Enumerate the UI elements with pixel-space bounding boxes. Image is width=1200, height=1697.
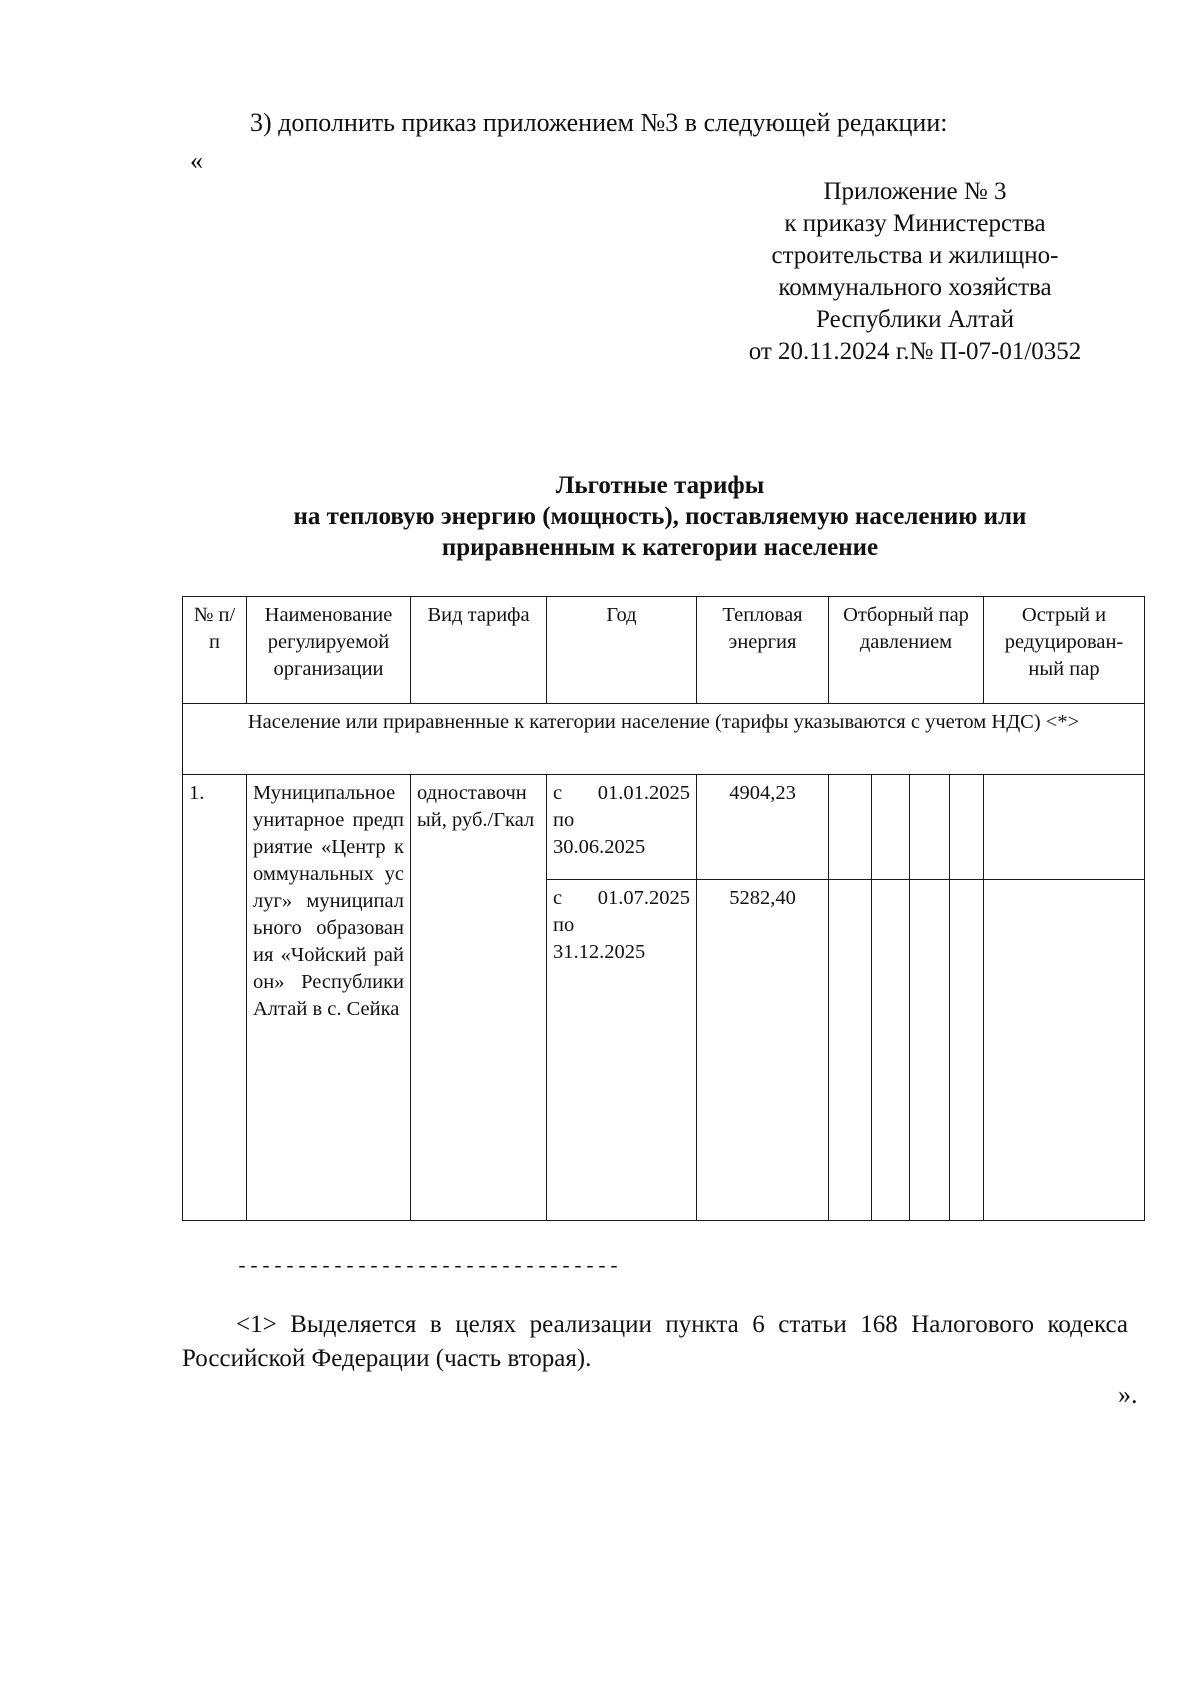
row-heat-value: 5282,40	[697, 880, 829, 1221]
steam-cell	[950, 775, 984, 880]
steam-cell	[872, 775, 910, 880]
row-org: Муниципальное унитарное предприятие «Центр коммунальных услуг» муниципального образования «Чойский район» Республики Алтай в с. Сейка	[247, 775, 411, 1221]
appendix-block	[700, 176, 1130, 368]
period-from: 01.01.2025	[597, 782, 690, 804]
category-cell: Население или приравненные к категории население (тарифы указываются с учетом НДС) <*>	[183, 704, 1145, 775]
steam-cell	[829, 880, 872, 1221]
header-sharp: Острый и редуцирован-ный пар	[984, 597, 1145, 704]
sharp-cell	[984, 880, 1145, 1221]
header-tariff-type: Вид тарифа	[411, 597, 547, 704]
header-steam: Отборный пар давлением	[829, 597, 984, 704]
period-to-prefix: по	[553, 809, 575, 831]
title-line: на тепловую энергию (мощность), поставляемую населению или	[293, 503, 1027, 530]
appendix-line: Приложение № 3	[823, 178, 1007, 205]
appendix-line: к приказу Министерства	[784, 210, 1046, 237]
footnote-text: <1> Выделяется в целях реализации пункта 6 статьи 168 Налогового кодекса Российской Федерации (часть вторая).	[182, 1311, 1128, 1372]
footnote-separator: --------------------------------	[236, 1256, 621, 1279]
sharp-cell	[984, 775, 1145, 880]
row-num: 1.	[183, 775, 247, 1221]
appendix-line: Республики Алтай	[816, 306, 1014, 333]
closing-quote: ».	[1118, 1380, 1138, 1409]
period-to-prefix: по	[553, 914, 575, 936]
steam-cell	[829, 775, 872, 880]
period-from: 01.07.2025	[597, 887, 690, 909]
title-line: приравненным к категории население	[441, 534, 879, 561]
period-from-prefix: с	[553, 887, 563, 909]
period-from-prefix: с	[553, 782, 563, 804]
steam-cell	[910, 880, 950, 1221]
opening-quote: «	[190, 146, 203, 175]
steam-cell	[950, 880, 984, 1221]
table-header-row	[183, 597, 1145, 704]
appendix-line: коммунального хозяйства	[778, 274, 1052, 301]
appendix-line: от 20.11.2024 г.№ П-07-01/0352	[748, 338, 1082, 365]
steam-cell	[910, 775, 950, 880]
row-period	[547, 775, 697, 880]
header-num: № п/п	[183, 597, 247, 704]
period-to: 31.12.2025	[553, 941, 646, 963]
header-org: Наименование регулируемой организации	[247, 597, 411, 704]
title-line: Льготные тарифы	[555, 472, 765, 499]
category-row	[183, 704, 1145, 775]
period-to: 30.06.2025	[553, 836, 646, 858]
table-row	[183, 775, 1145, 880]
row-heat-value: 4904,23	[697, 775, 829, 880]
row-tariff-type: одноставочный, руб./Гкал	[411, 775, 547, 1221]
row-period	[547, 880, 697, 1221]
document-title	[180, 470, 1140, 563]
tariff-table	[182, 596, 1145, 1221]
steam-cell	[872, 880, 910, 1221]
header-heat: Тепловая энергия	[697, 597, 829, 704]
header-year: Год	[547, 597, 697, 704]
appendix-line: строительства и жилищно-	[771, 242, 1059, 269]
intro-paragraph: 3) дополнить приказ приложением №3 в следующей редакции:	[250, 108, 948, 137]
